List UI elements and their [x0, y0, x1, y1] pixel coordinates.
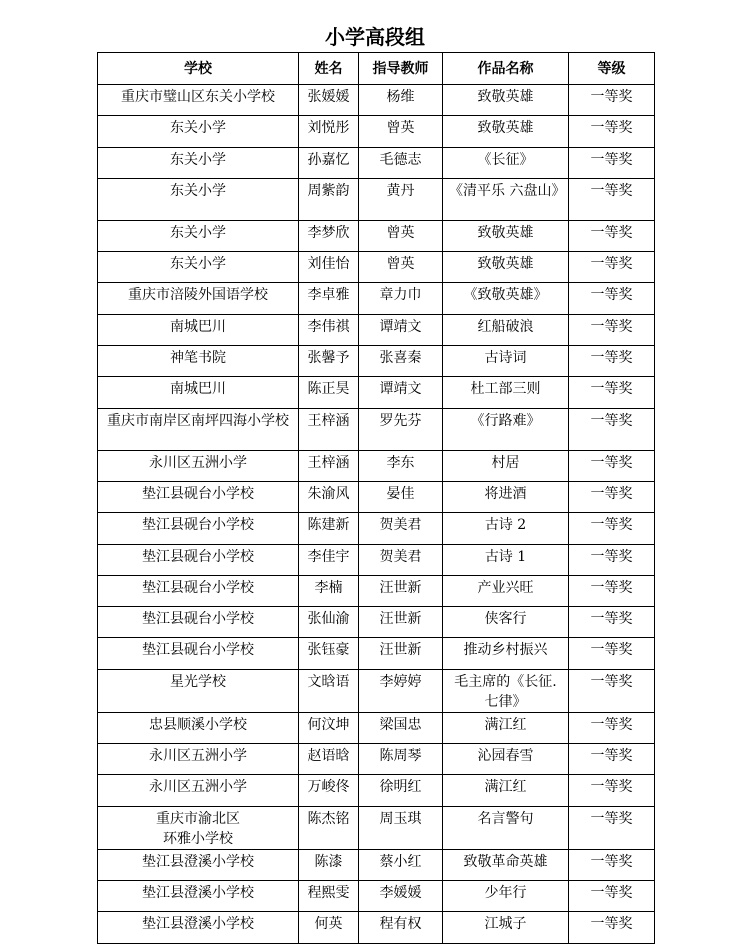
cell-name: 刘佳怡 — [299, 252, 359, 283]
cell-school: 重庆市涪陵外国语学校 — [98, 283, 299, 314]
cell-level: 一等奖 — [569, 346, 655, 377]
cell-teacher: 李东 — [359, 450, 443, 481]
cell-level: 一等奖 — [569, 252, 655, 283]
cell-name: 王梓涵 — [299, 450, 359, 481]
cell-work: 红船破浪 — [443, 314, 569, 345]
column-header-teacher: 指导教师 — [359, 53, 443, 85]
cell-school: 重庆市南岸区南坪四海小学校 — [98, 408, 299, 450]
cell-name: 赵语晗 — [299, 744, 359, 775]
cell-teacher: 杨维 — [359, 85, 443, 116]
cell-school: 南城巴川 — [98, 314, 299, 345]
cell-level: 一等奖 — [569, 575, 655, 606]
cell-teacher: 贺美君 — [359, 513, 443, 544]
cell-name: 何汶坤 — [299, 712, 359, 743]
cell-work: 沁园春雪 — [443, 744, 569, 775]
column-header-work: 作品名称 — [443, 53, 569, 85]
cell-name: 万峻佟 — [299, 775, 359, 806]
table-row — [98, 775, 655, 806]
cell-teacher: 张喜秦 — [359, 346, 443, 377]
cell-name: 文晗语 — [299, 669, 359, 712]
cell-work: 致敬英雄 — [443, 220, 569, 251]
cell-teacher: 徐明红 — [359, 775, 443, 806]
cell-school: 垫江县澄溪小学校 — [98, 880, 299, 911]
cell-school: 南城巴川 — [98, 377, 299, 408]
cell-level: 一等奖 — [569, 880, 655, 911]
cell-teacher: 曾英 — [359, 116, 443, 147]
cell-work: 《行路难》 — [443, 408, 569, 450]
cell-school: 重庆市渝北区 环雅小学校 — [98, 806, 299, 849]
cell-work: 满江红 — [443, 775, 569, 806]
cell-teacher: 梁国忠 — [359, 712, 443, 743]
cell-teacher: 李媛媛 — [359, 880, 443, 911]
cell-school: 永川区五洲小学 — [98, 744, 299, 775]
cell-school: 星光学校 — [98, 669, 299, 712]
table-row — [98, 849, 655, 880]
cell-name: 何英 — [299, 912, 359, 943]
cell-work: 少年行 — [443, 880, 569, 911]
cell-work: 侠客行 — [443, 607, 569, 638]
cell-teacher: 周玉琪 — [359, 806, 443, 849]
table-row — [98, 408, 655, 450]
cell-school: 重庆市璧山区东关小学校 — [98, 85, 299, 116]
cell-teacher: 汪世新 — [359, 575, 443, 606]
cell-teacher: 贺美君 — [359, 544, 443, 575]
cell-level: 一等奖 — [569, 283, 655, 314]
cell-level: 一等奖 — [569, 806, 655, 849]
cell-work: 杜工部三则 — [443, 377, 569, 408]
cell-school: 垫江县砚台小学校 — [98, 575, 299, 606]
table-header-row — [98, 53, 655, 85]
cell-level: 一等奖 — [569, 744, 655, 775]
cell-teacher: 汪世新 — [359, 638, 443, 669]
cell-school: 东关小学 — [98, 178, 299, 220]
cell-name: 王梓涵 — [299, 408, 359, 450]
cell-school: 垫江县澄溪小学校 — [98, 912, 299, 943]
cell-work: 村居 — [443, 450, 569, 481]
cell-school: 东关小学 — [98, 220, 299, 251]
cell-teacher: 晏佳 — [359, 481, 443, 512]
table-row — [98, 912, 655, 943]
cell-teacher: 毛德志 — [359, 147, 443, 178]
cell-level: 一等奖 — [569, 912, 655, 943]
cell-teacher: 章力巾 — [359, 283, 443, 314]
cell-work: 产业兴旺 — [443, 575, 569, 606]
table-row — [98, 744, 655, 775]
cell-level: 一等奖 — [569, 220, 655, 251]
cell-level: 一等奖 — [569, 669, 655, 712]
table-row — [98, 669, 655, 712]
column-header-name: 姓名 — [299, 53, 359, 85]
cell-school: 东关小学 — [98, 147, 299, 178]
cell-name: 朱渝风 — [299, 481, 359, 512]
cell-name: 周紫韵 — [299, 178, 359, 220]
cell-school: 垫江县砚台小学校 — [98, 607, 299, 638]
cell-name: 李伟祺 — [299, 314, 359, 345]
cell-work: 《长征》 — [443, 147, 569, 178]
cell-name: 孙嘉忆 — [299, 147, 359, 178]
cell-teacher: 李婷婷 — [359, 669, 443, 712]
cell-name: 张馨予 — [299, 346, 359, 377]
cell-level: 一等奖 — [569, 513, 655, 544]
cell-teacher: 汪世新 — [359, 607, 443, 638]
table-row — [98, 147, 655, 178]
cell-school: 永川区五洲小学 — [98, 775, 299, 806]
table-row — [98, 252, 655, 283]
cell-level: 一等奖 — [569, 408, 655, 450]
table-row — [98, 314, 655, 345]
page-title: 小学高段组 — [325, 25, 425, 49]
table-row — [98, 544, 655, 575]
table-row — [98, 880, 655, 911]
cell-work: 古诗 2 — [443, 513, 569, 544]
cell-name: 李楠 — [299, 575, 359, 606]
cell-work: 推动乡村振兴 — [443, 638, 569, 669]
cell-name: 张仙渝 — [299, 607, 359, 638]
table-row — [98, 638, 655, 669]
cell-level: 一等奖 — [569, 607, 655, 638]
table-row — [98, 178, 655, 220]
cell-work: 古诗词 — [443, 346, 569, 377]
table-row — [98, 712, 655, 743]
cell-school: 垫江县砚台小学校 — [98, 513, 299, 544]
table-row — [98, 450, 655, 481]
cell-school: 垫江县澄溪小学校 — [98, 849, 299, 880]
cell-level: 一等奖 — [569, 377, 655, 408]
cell-teacher: 曾英 — [359, 252, 443, 283]
cell-teacher: 谭靖文 — [359, 377, 443, 408]
awards-table — [97, 52, 655, 944]
cell-name: 陈漆 — [299, 849, 359, 880]
cell-school: 忠县顺溪小学校 — [98, 712, 299, 743]
cell-work: 将进酒 — [443, 481, 569, 512]
cell-level: 一等奖 — [569, 450, 655, 481]
cell-work: 致敬革命英雄 — [443, 849, 569, 880]
table-row — [98, 806, 655, 849]
cell-level: 一等奖 — [569, 85, 655, 116]
cell-work: 致敬英雄 — [443, 116, 569, 147]
cell-level: 一等奖 — [569, 147, 655, 178]
cell-teacher: 程有权 — [359, 912, 443, 943]
cell-school: 垫江县砚台小学校 — [98, 481, 299, 512]
cell-level: 一等奖 — [569, 712, 655, 743]
cell-school: 垫江县砚台小学校 — [98, 638, 299, 669]
cell-teacher: 黄丹 — [359, 178, 443, 220]
cell-school: 垫江县砚台小学校 — [98, 544, 299, 575]
cell-level: 一等奖 — [569, 481, 655, 512]
cell-name: 张钰豪 — [299, 638, 359, 669]
cell-teacher: 谭靖文 — [359, 314, 443, 345]
cell-name: 李佳宇 — [299, 544, 359, 575]
cell-name: 刘悦彤 — [299, 116, 359, 147]
cell-teacher: 罗先芬 — [359, 408, 443, 450]
cell-work: 名言警句 — [443, 806, 569, 849]
cell-teacher: 蔡小红 — [359, 849, 443, 880]
cell-level: 一等奖 — [569, 314, 655, 345]
cell-level: 一等奖 — [569, 638, 655, 669]
cell-work: 满江红 — [443, 712, 569, 743]
cell-name: 陈建新 — [299, 513, 359, 544]
cell-work: 《致敬英雄》 — [443, 283, 569, 314]
table-row — [98, 346, 655, 377]
cell-level: 一等奖 — [569, 116, 655, 147]
table-row — [98, 220, 655, 251]
cell-name: 李卓雅 — [299, 283, 359, 314]
table-row — [98, 283, 655, 314]
cell-work: 《清平乐 六盘山》 — [443, 178, 569, 220]
cell-level: 一等奖 — [569, 178, 655, 220]
cell-name: 李梦欣 — [299, 220, 359, 251]
cell-school: 东关小学 — [98, 252, 299, 283]
column-header-school: 学校 — [98, 53, 299, 85]
table-row — [98, 377, 655, 408]
cell-teacher: 曾英 — [359, 220, 443, 251]
table-row — [98, 481, 655, 512]
table-row — [98, 607, 655, 638]
table-row — [98, 116, 655, 147]
cell-work: 古诗 1 — [443, 544, 569, 575]
column-header-level: 等级 — [569, 53, 655, 85]
cell-work: 江城子 — [443, 912, 569, 943]
cell-school: 神笔书院 — [98, 346, 299, 377]
cell-name: 张媛媛 — [299, 85, 359, 116]
cell-level: 一等奖 — [569, 849, 655, 880]
table-row — [98, 575, 655, 606]
cell-name: 陈杰铭 — [299, 806, 359, 849]
cell-work: 致敬英雄 — [443, 85, 569, 116]
cell-school: 永川区五洲小学 — [98, 450, 299, 481]
cell-name: 程熙雯 — [299, 880, 359, 911]
table-body — [98, 85, 655, 944]
cell-level: 一等奖 — [569, 544, 655, 575]
cell-work: 致敬英雄 — [443, 252, 569, 283]
cell-school: 东关小学 — [98, 116, 299, 147]
table-row — [98, 513, 655, 544]
cell-work: 毛主席的《长征.七律》 — [443, 669, 569, 712]
cell-teacher: 陈周琴 — [359, 744, 443, 775]
cell-level: 一等奖 — [569, 775, 655, 806]
cell-name: 陈正昊 — [299, 377, 359, 408]
table-row — [98, 85, 655, 116]
